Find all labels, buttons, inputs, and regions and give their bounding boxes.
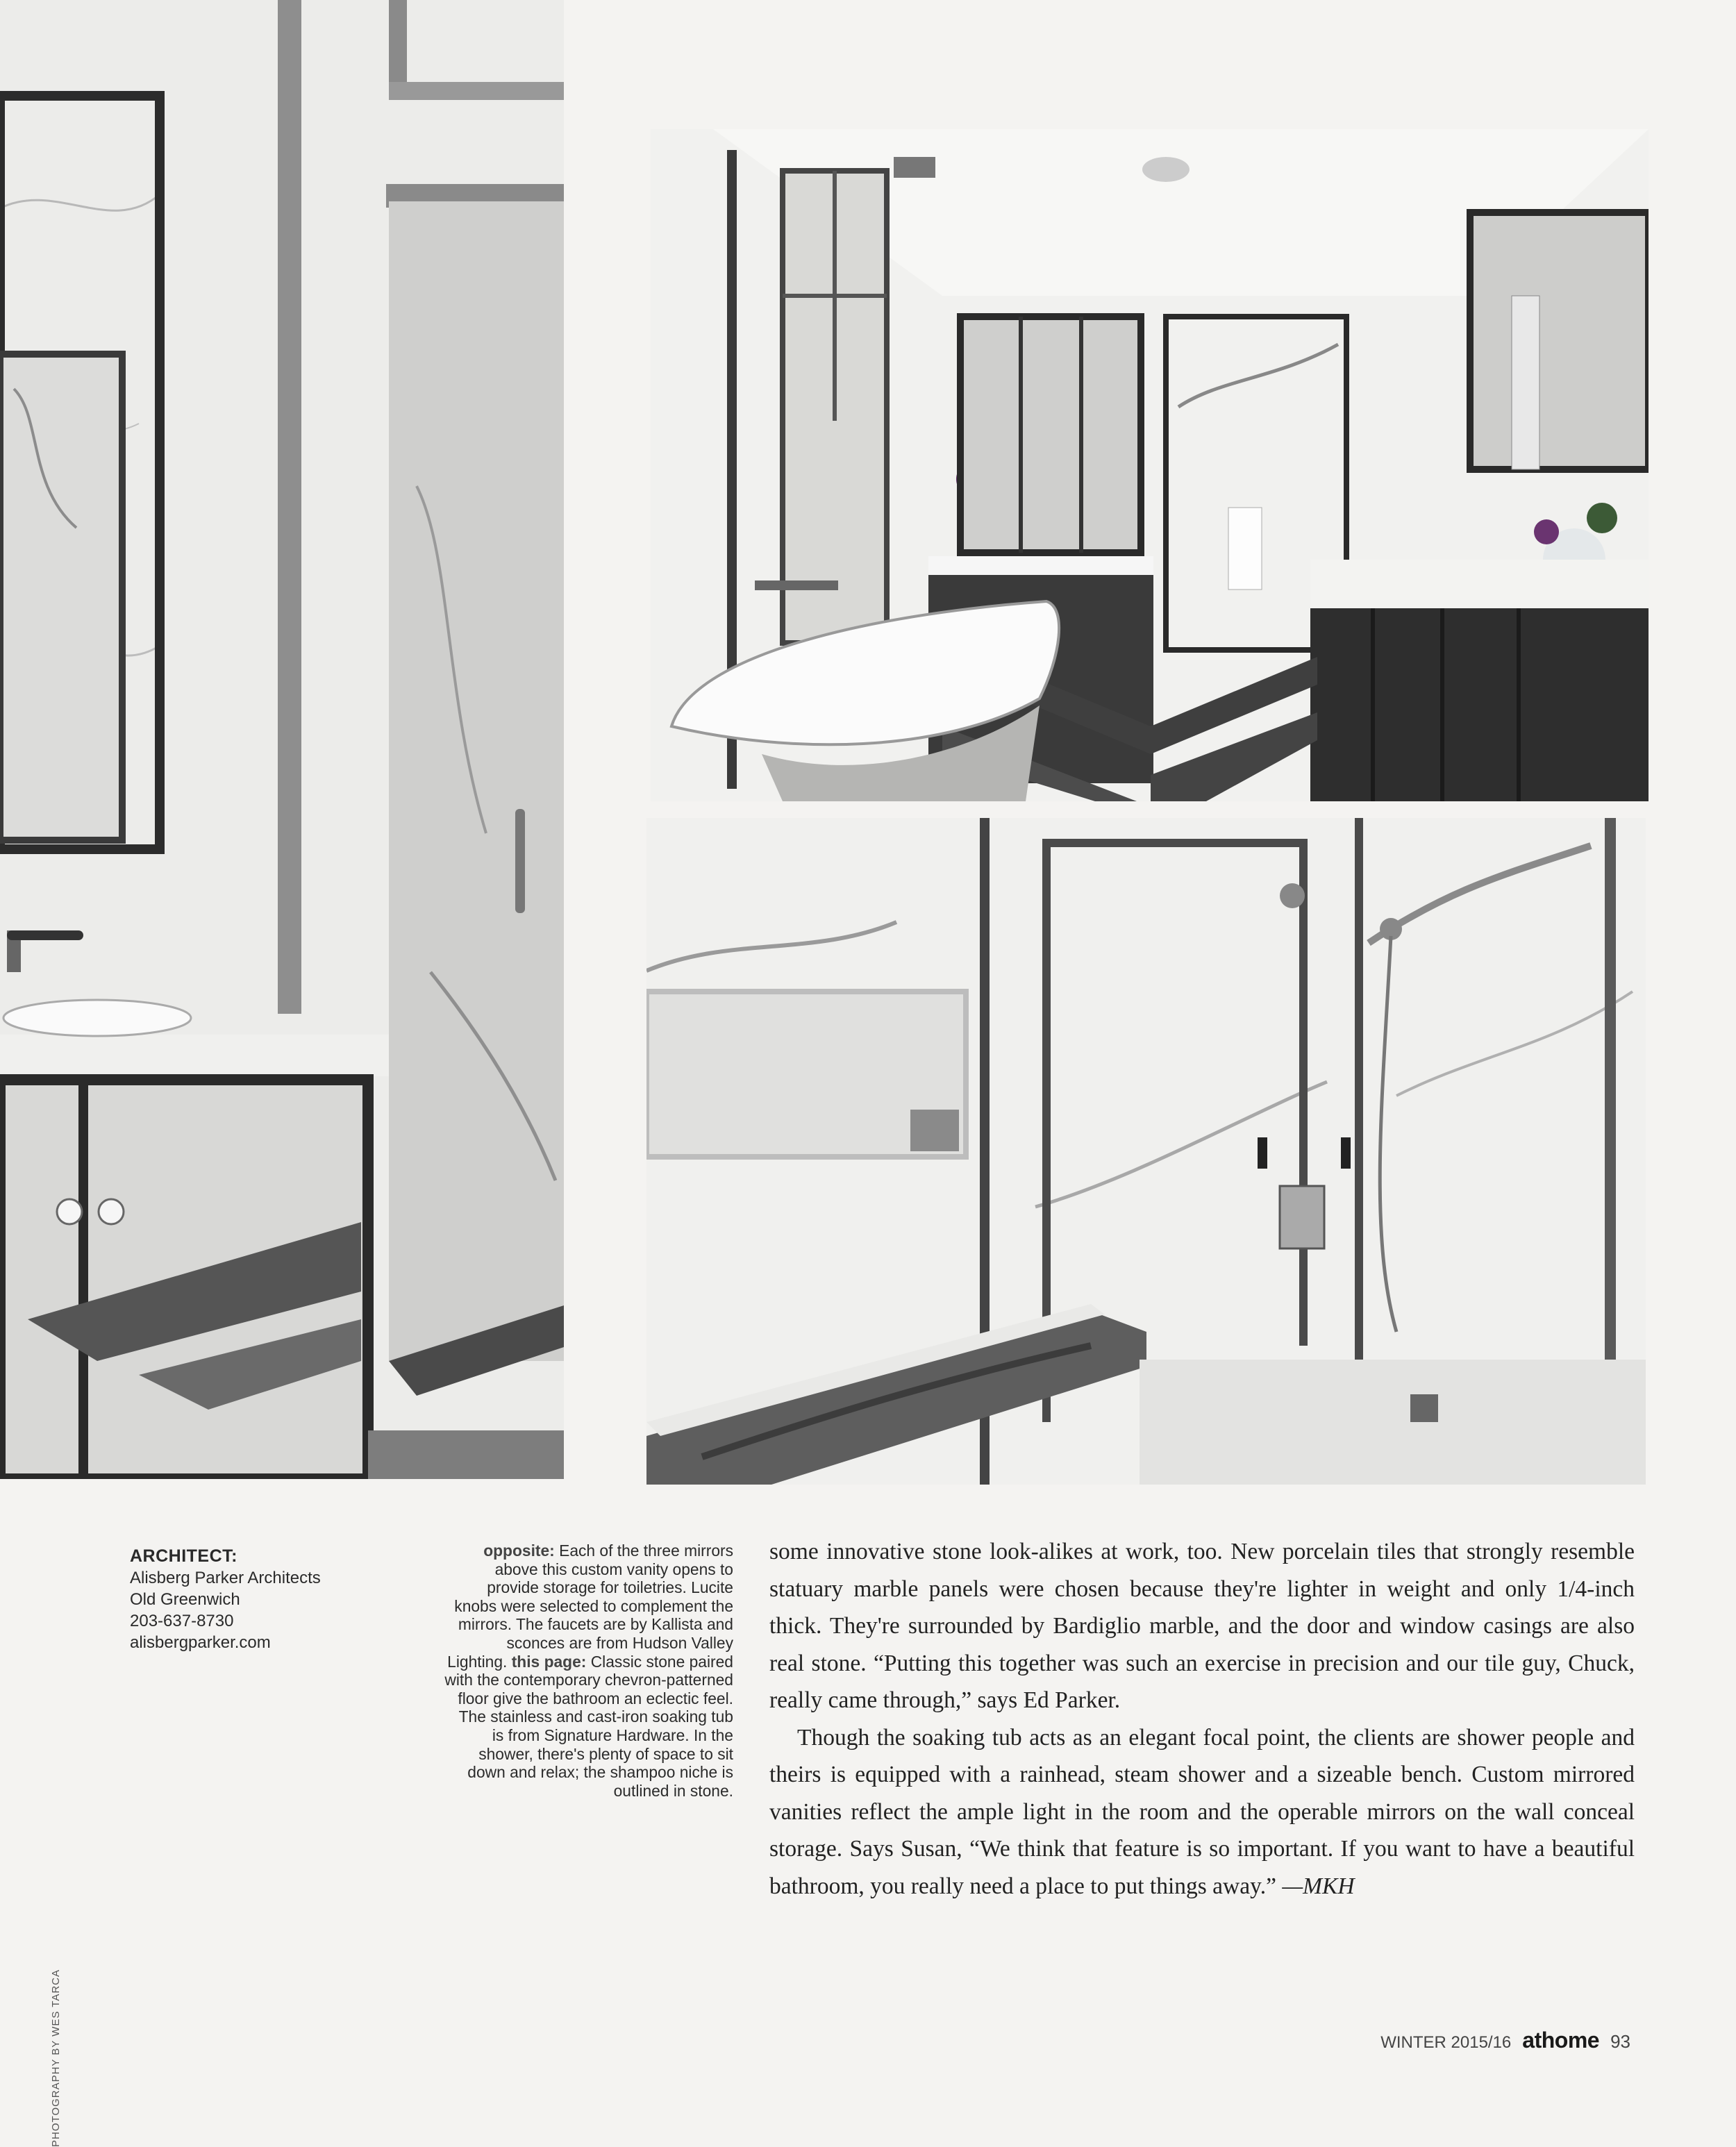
caption-this-page-text: Classic stone paired with the contemporary chevron-patterned floor give the bathroom an eclectic feel. The stainless and cast-iron soaking tub is from Signature Hardware. In the shower, there's plenty of space to sit down and relax; the shampoo niche is outlined in stone. <box>444 1652 733 1800</box>
tub-photo-illustration <box>651 129 1649 801</box>
photo-marble-shower <box>646 818 1646 1485</box>
photo-soaking-tub <box>651 129 1649 801</box>
photo-vanity-shower-door <box>0 0 564 1479</box>
caption-this-page-label: this page: <box>511 1652 587 1671</box>
vanity-photo-illustration <box>0 0 564 1479</box>
issue-date: WINTER 2015/16 <box>1380 2033 1512 2052</box>
architect-credits <box>130 1546 380 1653</box>
photo-credit-text: PHOTOGRAPHY BY WES TARCA <box>50 1969 62 2147</box>
page-number: 93 <box>1610 2031 1630 2052</box>
architect-heading: ARCHITECT: <box>130 1546 237 1566</box>
caption-opposite-label: opposite: <box>483 1542 555 1560</box>
page-folio <box>1380 2028 1630 2053</box>
architect-website: alisbergparker.com <box>130 1633 271 1652</box>
article-paragraph-2-text: Though the soaking tub acts as an elegant focal point, the clients are shower people and theirs is equipped with a rainhead, steam shower and a sizeable bench. Custom mirrored vanities reflect the ample light in the room and the operable mirrors on the wall conceal storage. Says Susan, “We think that feature is so important. If you want to have a beautiful bathroom, you really need a place to put things away.” <box>769 1724 1635 1899</box>
caption-opposite-text: Each of the three mirrors above this custom vanity opens to provide storage for toiletries. Lucite knobs were selected to complement the mirrors. The faucets are by Kallista and sconces are from Hudson Valley Lighting. <box>447 1542 733 1671</box>
magazine-logo: athome <box>1522 2028 1600 2053</box>
article-paragraph-2 <box>769 1719 1635 1905</box>
architect-firm: Alisberg Parker Architects <box>130 1569 321 1587</box>
photo-credit <box>50 1939 65 2147</box>
article-body <box>769 1533 1635 1905</box>
author-signature: —MKH <box>1282 1873 1355 1899</box>
architect-phone: 203-637-8730 <box>130 1612 234 1630</box>
architect-location: Old Greenwich <box>130 1590 240 1609</box>
photo-caption <box>444 1542 733 1800</box>
shower-photo-illustration <box>646 818 1646 1485</box>
article-paragraph-1: some innovative stone look-alikes at work, too. New porcelain tiles that strongly resemble statuary marble panels were chosen because they're lighter in weight and only 1/4-inch thick. They're surrounded by Bardiglio marble, and the door and window casings are also real stone. “Putting this together was such an exercise in precision and our tile guy, Chuck, really came through,” says Ed Parker. <box>769 1539 1635 1713</box>
